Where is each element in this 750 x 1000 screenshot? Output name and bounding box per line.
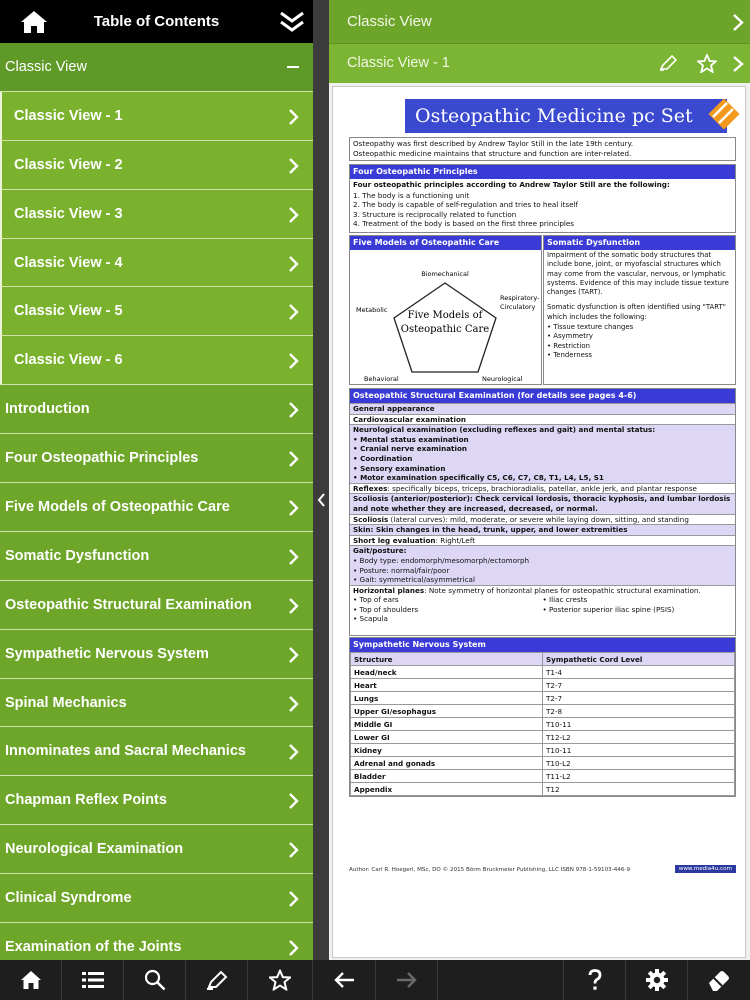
toc-item[interactable]: [0, 532, 313, 581]
chevron-right-icon[interactable]: [733, 55, 744, 73]
neuro-item: • Motor examination specifically C5, C6, C7, C8, T1, L4, L5, S1: [353, 473, 604, 483]
table-header: Structure: [351, 653, 543, 666]
structure-cell: Lower GI: [351, 731, 543, 744]
structural-row: Cardiovascular examination: [350, 414, 735, 425]
structure-cell: Appendix: [351, 783, 543, 796]
structure-cell: Kidney: [351, 744, 543, 757]
sympathetic-table: [350, 652, 735, 796]
document-page[interactable]: [332, 86, 746, 958]
short-leg-text: : Right/Left: [435, 535, 476, 545]
principles-header: Four Osteopathic Principles: [350, 165, 735, 179]
collapse-all-button[interactable]: [279, 9, 305, 35]
reflexes-label: Reflexes: [353, 483, 388, 493]
chevron-right-icon: [289, 695, 299, 713]
diagram-center-label: Osteopathic Care: [400, 324, 490, 335]
chevron-right-icon: [289, 646, 299, 664]
plane-item: • Top of ears: [353, 595, 399, 605]
minus-icon: [287, 66, 299, 68]
somatic-text: Impairment of the somatic body structures that include bone, joint, or myofascial structures which may come from the vascular, nervous, or lymphatic systems. Evidence of this may include tissue texture changes (TART).: [547, 251, 729, 297]
gait-item: • Body type: endomorph/mesomorph/ectomorph: [353, 555, 530, 565]
diagram-label: Metabolic: [356, 306, 388, 314]
short-leg-label: Short leg evaluation: [353, 535, 436, 545]
publisher-logo: www.media4u.com: [675, 865, 736, 873]
toc-subitem[interactable]: [0, 287, 313, 336]
neuro-item: • Cranial nerve examination: [353, 444, 467, 454]
level-cell: T1-4: [543, 666, 735, 679]
chevron-right-icon: [289, 352, 299, 370]
toc-subitem-label: Classic View - 6: [14, 352, 123, 369]
plane-item: • Scapula: [353, 614, 388, 624]
table-row: [351, 744, 735, 757]
chevron-right-icon: [289, 499, 299, 517]
neuro-item: • Mental status examination: [353, 434, 469, 444]
table-row: [351, 783, 735, 796]
level-cell: T12: [543, 783, 735, 796]
somatic-header: Somatic Dysfunction: [544, 236, 735, 250]
table-row: [351, 770, 735, 783]
toc-subitem-label: Classic View - 5: [14, 303, 123, 320]
structural-exam-box: [349, 388, 736, 636]
toc-item-label: Somatic Dysfunction: [5, 547, 150, 564]
footer-text: Author: Carl R. Hoegerl, MSc, DO © 2015 Börm Bruckmeier Publishing, LLC ISBN 978-1-59103-446-9: [349, 867, 631, 873]
diagram-label: Behavioral: [364, 375, 399, 383]
structural-row: Gait/posture:: [353, 546, 407, 556]
structural-row: Neurological examination (excluding reflexes and gait) and mental status:: [353, 425, 656, 435]
document-title: Osteopathic Medicine pc Set: [405, 99, 727, 133]
plane-item: • Posterior superior iliac spine (PSIS): [542, 604, 675, 614]
chevron-right-icon: [289, 206, 299, 224]
structure-cell: Adrenal and gonads: [351, 757, 543, 770]
toc-title: Table of Contents: [93, 13, 220, 30]
chevron-right-icon: [289, 743, 299, 761]
toc-item[interactable]: [0, 825, 313, 874]
tart-item: • Tenderness: [547, 350, 593, 359]
chevron-right-icon: [289, 255, 299, 273]
toc-item-label: Clinical Syndrome: [5, 890, 132, 907]
chevron-right-icon: [289, 939, 299, 957]
arrow-right-icon: [396, 971, 418, 989]
forward-button[interactable]: [376, 960, 438, 1000]
neuro-item: • Coordination: [353, 453, 413, 463]
scoliosis-label: Scoliosis: [353, 514, 389, 524]
tart-item: • Restriction: [547, 341, 590, 350]
five-models-box: [349, 235, 542, 385]
level-cell: T2-8: [543, 705, 735, 718]
structure-cell: Middle GI: [351, 718, 543, 731]
current-page-bar: [329, 43, 750, 83]
toc-subitem[interactable]: [0, 190, 313, 239]
home-button[interactable]: [0, 960, 62, 1000]
toc-header: [0, 0, 313, 43]
diagram-label: Respiratory-: [500, 294, 540, 302]
back-button[interactable]: [313, 960, 376, 1000]
toc-subitem-label: Classic View - 4: [14, 254, 123, 271]
breadcrumb-bar[interactable]: [329, 0, 750, 43]
five-models-header: Five Models of Osteopathic Care: [350, 236, 541, 250]
toc-item[interactable]: [0, 483, 313, 532]
diagram-label: Neurological: [482, 375, 523, 383]
diagram-label: Biomechanical: [421, 270, 469, 278]
horizontal-label: Horizontal planes: [353, 585, 425, 595]
toc-item[interactable]: [0, 679, 313, 728]
plane-item: • Iliac crests: [542, 595, 588, 605]
star-icon[interactable]: [697, 54, 717, 73]
toc-pane: [0, 0, 313, 960]
toc-item-label: Examination of the Joints: [5, 938, 182, 955]
intro-line: Osteopathic medicine maintains that structure and function are inter-related.: [353, 148, 632, 158]
toc-item[interactable]: [0, 727, 313, 776]
structure-cell: Heart: [351, 679, 543, 692]
toc-subitem[interactable]: [0, 239, 313, 288]
structural-header: Osteopathic Structural Examination (for details see pages 4-6): [350, 389, 735, 403]
scoliosis-text: (lateral curves): mild, moderate, or severe while laying down, sitting, and standing: [388, 514, 689, 524]
highlighter-icon[interactable]: [659, 55, 677, 71]
list-button[interactable]: [62, 960, 124, 1000]
book-logo-icon: [705, 95, 743, 133]
toc-item[interactable]: [0, 434, 313, 483]
toolbar-spacer: [438, 960, 564, 1000]
structural-row: Skin: Skin changes in the head, trunk, upper, and lower extremities: [350, 524, 735, 535]
home-icon: [20, 970, 42, 990]
principle-item: 1. The body is a functioning unit: [353, 190, 470, 200]
eraser-icon: [707, 969, 731, 991]
toc-item-label: Chapman Reflex Points: [5, 792, 167, 809]
level-cell: T10-11: [543, 744, 735, 757]
content-pane: [329, 0, 750, 960]
structural-row: General appearance: [350, 403, 735, 414]
chevron-right-icon: [289, 157, 299, 175]
chevron-right-icon: [289, 303, 299, 321]
table-header: Sympathetic Cord Level: [543, 653, 735, 666]
principles-lead: Four osteopathic principles according to Andrew Taylor Still are the following:: [353, 180, 670, 189]
horizontal-text: : Note symmetry of horizontal planes for osteopathic structural examination.: [424, 585, 701, 595]
level-cell: T2-7: [543, 679, 735, 692]
reflexes-text: : specifically biceps, triceps, brachioradialis, patellar, ankle jerk, and plantar response: [387, 483, 697, 493]
toc-item[interactable]: [0, 581, 313, 630]
home-button[interactable]: [20, 9, 48, 35]
structure-cell: Bladder: [351, 770, 543, 783]
toc-item[interactable]: [0, 874, 313, 923]
home-icon: [20, 9, 48, 35]
favorites-button[interactable]: [248, 960, 313, 1000]
bottom-toolbar: [0, 960, 750, 1000]
toc-item-label: Neurological Examination: [5, 841, 184, 858]
toc-item[interactable]: [0, 923, 313, 960]
arrow-left-icon: [333, 971, 355, 989]
toc-subitem-label: Classic View - 3: [14, 205, 123, 222]
structure-cell: Upper GI/esophagus: [351, 705, 543, 718]
chevron-right-icon: [289, 890, 299, 908]
principles-box: [349, 164, 736, 233]
principle-item: 2. The body is capable of self-regulation and tries to heal itself: [353, 200, 579, 210]
chevron-right-icon: [289, 401, 299, 419]
eraser-button[interactable]: [688, 960, 750, 1000]
current-page-title: Classic View - 1: [347, 55, 450, 71]
toc-item[interactable]: [0, 630, 313, 679]
chevron-right-icon: [733, 13, 744, 32]
gait-item: • Gait: symmetrical/asymmetrical: [353, 575, 475, 585]
table-row: [351, 718, 735, 731]
highlight-button[interactable]: [186, 960, 248, 1000]
toc-item-label: Four Osteopathic Principles: [5, 450, 199, 467]
principle-item: 3. Structure is reciprocally related to function: [353, 209, 517, 219]
table-row: [351, 757, 735, 770]
toc-item[interactable]: [0, 776, 313, 825]
level-cell: T11-L2: [543, 770, 735, 783]
gear-icon: [646, 969, 668, 991]
toc-item-label: Innominates and Sacral Mechanics: [5, 743, 246, 760]
toc-subitem[interactable]: [0, 92, 313, 141]
diagram-center-label: Five Models of: [407, 310, 483, 321]
toc-subitem-label: Classic View - 1: [14, 107, 123, 124]
intro-box: [349, 137, 736, 161]
toc-item-label: Five Models of Osteopathic Care: [5, 498, 230, 515]
search-button[interactable]: [124, 960, 186, 1000]
principle-item: 4. Treatment of the body is based on the first three principles: [353, 219, 575, 229]
double-chevron-down-icon: [279, 9, 305, 35]
toc-item-label: Spinal Mechanics: [5, 694, 127, 711]
table-row: [351, 679, 735, 692]
tart-item: • Asymmetry: [547, 332, 593, 341]
level-cell: T2-7: [543, 692, 735, 705]
chevron-right-icon: [289, 548, 299, 566]
level-cell: T10-L2: [543, 757, 735, 770]
diagram-label: Circulatory: [500, 303, 536, 311]
table-row: [351, 692, 735, 705]
toc-list: [0, 43, 313, 960]
somatic-text: Somatic dysfunction is often identified using "TART" which includes the following:: [547, 303, 726, 321]
tart-item: • Tissue texture changes: [547, 323, 634, 332]
chevron-right-icon: [289, 597, 299, 615]
chevron-left-icon[interactable]: [316, 492, 326, 508]
search-icon: [144, 969, 166, 991]
highlighter-icon: [206, 970, 228, 990]
neuro-item: • Sensory examination: [353, 463, 446, 473]
five-models-diagram: [350, 250, 541, 384]
split-divider[interactable]: [313, 0, 329, 960]
chevron-right-icon: [289, 108, 299, 126]
document-footer: [349, 867, 736, 873]
chevron-right-icon: [289, 792, 299, 810]
star-icon: [269, 970, 291, 991]
intro-line: Osteopathy was first described by Andrew Taylor Still in the late 19th century.: [353, 139, 634, 148]
toc-item-label: Osteopathic Structural Examination: [5, 596, 252, 613]
toc-item[interactable]: [0, 385, 313, 434]
help-button[interactable]: [564, 960, 626, 1000]
question-icon: [587, 969, 603, 991]
settings-button[interactable]: [626, 960, 688, 1000]
toc-section-label: Classic View: [5, 58, 87, 75]
toc-subitem[interactable]: [0, 141, 313, 190]
level-cell: T10-11: [543, 718, 735, 731]
plane-item: • Top of shoulders: [353, 604, 419, 614]
breadcrumb: Classic View: [347, 13, 432, 30]
table-row: [351, 705, 735, 718]
structure-cell: Head/neck: [351, 666, 543, 679]
toc-subitem[interactable]: [0, 336, 313, 385]
level-cell: T12-L2: [543, 731, 735, 744]
gait-item: • Posture: normal/fair/poor: [353, 565, 450, 575]
toc-subitem-label: Classic View - 2: [14, 156, 123, 173]
sympathetic-header: Sympathetic Nervous System: [350, 638, 735, 652]
list-icon: [82, 971, 104, 989]
toc-section-classic-view[interactable]: [0, 43, 313, 92]
chevron-right-icon: [289, 841, 299, 859]
toc-item-label: Sympathetic Nervous System: [5, 645, 209, 662]
structural-row: Scoliosis (anterior/posterior): Check cervical lordosis, thoracic kyphosis, and lumbar lordosis and note whether they are increased, decreased, or normal.: [350, 493, 735, 513]
structure-cell: Lungs: [351, 692, 543, 705]
table-row: [351, 666, 735, 679]
chevron-right-icon: [289, 450, 299, 468]
toc-item-label: Introduction: [5, 401, 90, 418]
table-row: [351, 731, 735, 744]
somatic-box: [543, 235, 736, 385]
sympathetic-box: [349, 637, 736, 797]
